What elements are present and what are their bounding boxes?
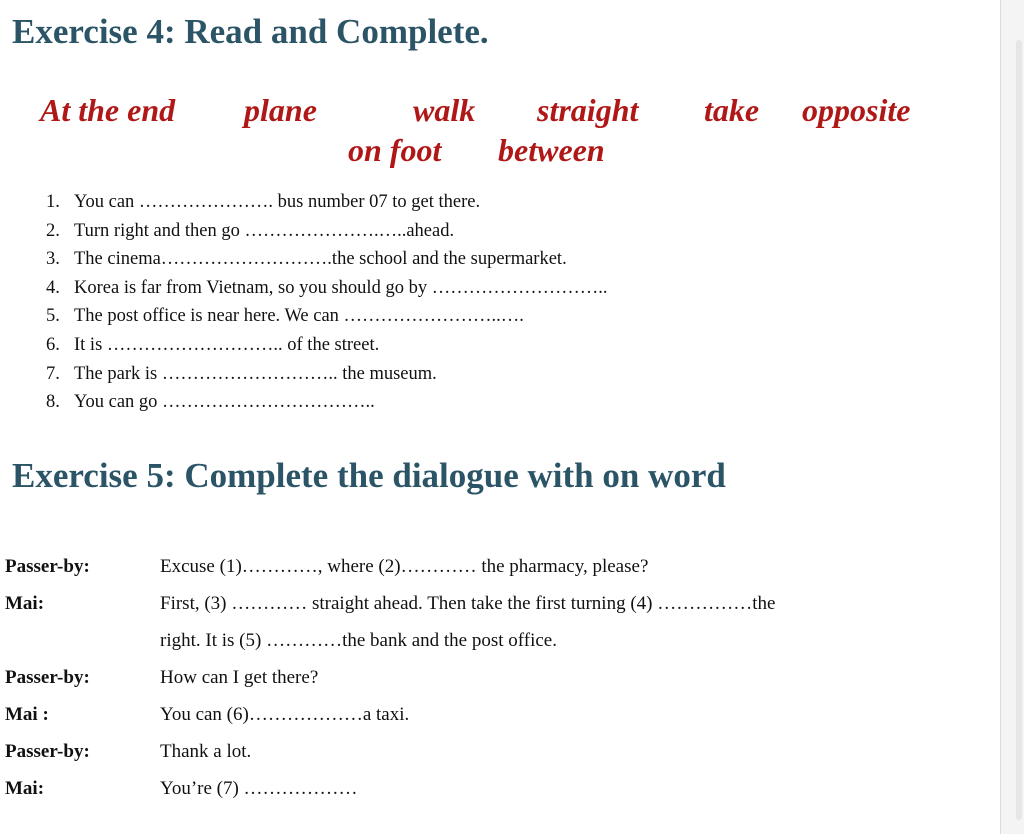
list-item: 4. Korea is far from Vietnam, so you should go by ………………………..	[46, 277, 608, 298]
speaker-label: Passer-by:	[5, 556, 90, 577]
list-item: 6. It is ……………………….. of the street.	[46, 334, 380, 355]
speaker-label: Mai:	[5, 778, 45, 799]
word-option: take	[704, 92, 760, 128]
exercise-4-list	[46, 188, 607, 417]
exercise-5-title: Exercise 5: Complete the dialogue with on word	[12, 456, 726, 495]
word-option: plane	[244, 92, 317, 128]
dialogue-text: Thank a lot.	[160, 741, 252, 762]
dialogue-text: right. It is (5) …………the bank and the post office.	[160, 630, 557, 651]
word-option: opposite	[802, 92, 911, 128]
list-item: 5. The post office is near here. We can ……………………..….	[46, 306, 524, 327]
scrollbar[interactable]	[1000, 0, 1024, 834]
speaker-label: Passer-by:	[5, 667, 90, 688]
list-item: 8. You can go ……………………………..	[46, 392, 375, 413]
word-option: walk	[413, 92, 476, 128]
list-item: 3. The cinema……………………….the school and the supermarket.	[46, 249, 567, 270]
dialogue-text: How can I get there?	[160, 667, 319, 688]
dialogue-text: You’re (7) ………………	[160, 778, 358, 799]
dialogue-text: First, (3) ………… straight ahead. Then take the first turning (4) ……………the	[160, 593, 776, 614]
word-option: At the end	[40, 92, 176, 128]
speaker-label: Passer-by:	[5, 741, 90, 762]
exercise-4-title: Exercise 4: Read and Complete.	[12, 12, 489, 51]
word-option: on foot	[348, 132, 442, 168]
scrollbar-track[interactable]	[1016, 40, 1022, 820]
speaker-label: Mai:	[5, 593, 45, 614]
dialogue-text: You can (6)………………a taxi.	[160, 704, 410, 725]
speaker-label: Mai :	[5, 704, 49, 725]
dialogue-text: Excuse (1)…………, where (2)………… the pharmacy, please?	[160, 556, 649, 577]
word-option: straight	[537, 92, 639, 128]
list-item: 1. You can …………………. bus number 07 to get there.	[46, 192, 481, 212]
list-item: 2. Turn right and then go ………………….…..ahead.	[46, 220, 455, 241]
word-option: between	[498, 132, 605, 168]
list-item: 7. The park is ……………………….. the museum.	[46, 363, 437, 384]
